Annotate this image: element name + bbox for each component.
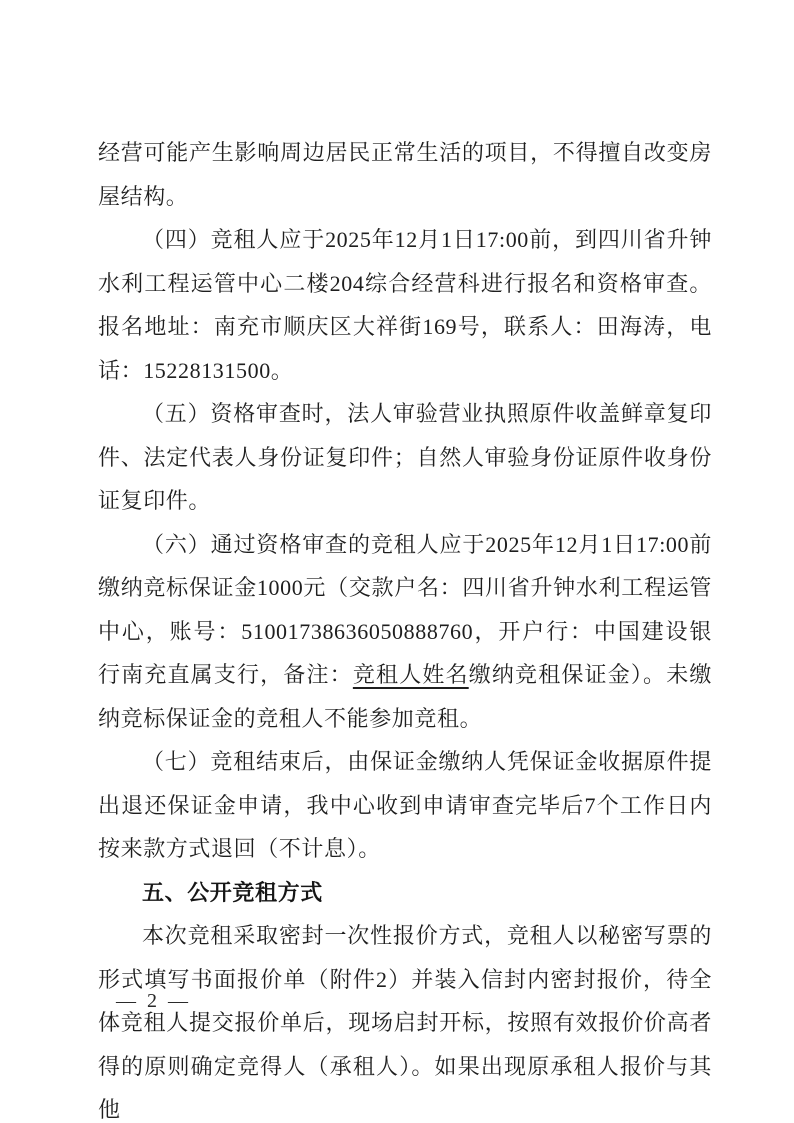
paragraph-section-body: 本次竞租采取密封一次性报价方式，竞租人以秘密写票的形式填写书面报价单（附件2）并装入信封内密封报价，待全体竞租人提交报价单后，现场启封开标，按照有效报价价高者得的原则确定竞得人（承租人）。如果出现原承租人报价与其他: [98, 923, 712, 1122]
paragraph-item-seven: （七）竞租结束后，由保证金缴纳人凭保证金收据原件提出退还保证金申请，我中心收到申请审查完毕后7个工作日内按来款方式退回（不计息）。: [98, 749, 712, 861]
page-number: — 2 —: [116, 990, 191, 1012]
item-six-text-post: 缴纳竞租保证金）。未缴纳竞标保证金的竞租人不能参加竞租。: [98, 662, 712, 731]
item-six-text-pre: （六）通过资格审查的竞租人应于2025年12月1日17:00前缴纳竞标保证金1000元（交款户名：四川省升钟水利工程运管中心，账号：51001738636050888760，开户行：中国建设银行南充直属支行，备注：: [98, 531, 712, 687]
paragraph-item-five: （五）资格审查时，法人审验营业执照原件收盖鲜章复印件、法定代表人身份证复印件；自然人审验身份证原件收身份证复印件。: [98, 401, 712, 513]
item-six-underlined-bidder-name: 竞租人姓名: [352, 662, 469, 687]
document-body: [98, 131, 712, 1123]
paragraph-item-four: （四）竞租人应于2025年12月1日17:00前，到四川省升钟水利工程运管中心二楼204综合经营科进行报名和资格审查。报名地址：南充市顺庆区大祥街169号，联系人：田海涛，电话：15228131500。: [98, 227, 712, 383]
paragraph-continuation: 经营可能产生影响周边居民正常生活的项目，不得擅自改变房屋结构。: [98, 140, 712, 209]
section-heading: 五、公开竞租方式: [142, 879, 323, 905]
paragraph-item-six: [98, 523, 712, 741]
